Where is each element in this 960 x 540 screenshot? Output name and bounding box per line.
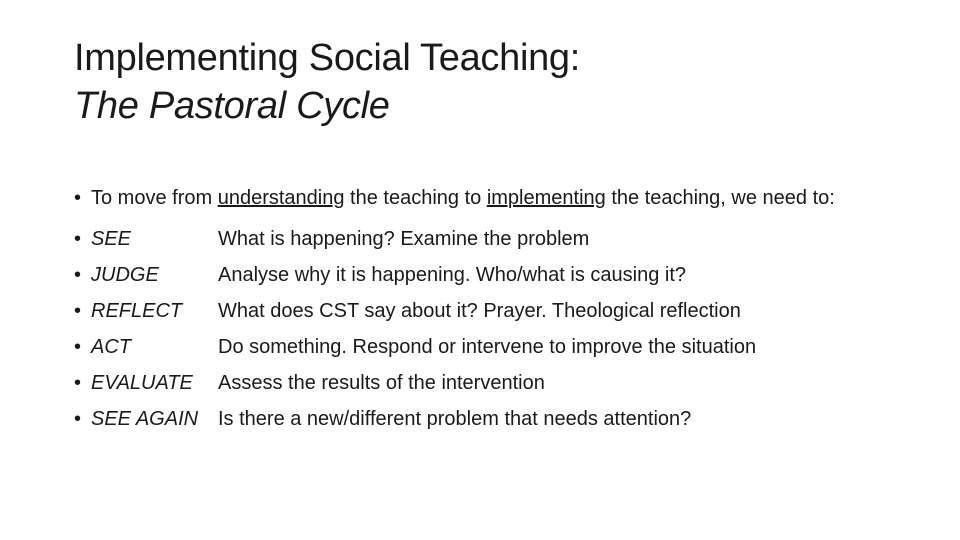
step-description: Analyse why it is happening. Who/what is causing it?	[218, 264, 687, 286]
slide-title	[74, 34, 894, 130]
step-description: Assess the results of the intervention	[218, 372, 545, 394]
step-evaluate	[74, 365, 874, 401]
step-name: ACT	[91, 336, 131, 358]
step-name: REFLECT	[91, 300, 183, 322]
intro-underline-implementing: implementing	[486, 187, 606, 209]
step-description: Do something. Respond or intervene to improve the situation	[218, 336, 757, 358]
step-description: What does CST say about it? Prayer. Theological reflection	[218, 300, 741, 322]
step-name: EVALUATE	[91, 372, 193, 394]
intro-text-2: the teaching to	[344, 187, 487, 209]
step-name: SEE AGAIN	[91, 408, 199, 430]
intro-text-1: To move from	[91, 187, 218, 209]
step-description: Is there a new/different problem that needs attention?	[218, 408, 692, 430]
bullet-icon: •	[74, 228, 82, 250]
intro-underline-understanding: understanding	[217, 187, 345, 209]
bullet-icon: •	[74, 264, 82, 286]
bullet-icon: •	[74, 372, 82, 394]
step-see	[74, 221, 874, 257]
intro-bullet	[74, 186, 874, 211]
title-main: Implementing Social Teaching:	[74, 37, 581, 79]
bullet-icon: •	[74, 187, 82, 209]
step-see-again	[74, 401, 874, 437]
title-subtitle: The Pastoral Cycle	[74, 85, 390, 127]
bullet-icon: •	[74, 408, 82, 430]
step-name: JUDGE	[91, 264, 159, 286]
bullet-icon: •	[74, 300, 82, 322]
step-name: SEE	[91, 228, 132, 250]
step-description: What is happening? Examine the problem	[218, 228, 590, 250]
bullet-list	[74, 186, 874, 437]
bullet-icon: •	[74, 336, 82, 358]
step-act	[74, 329, 874, 365]
step-reflect	[74, 293, 874, 329]
step-judge	[74, 257, 874, 293]
intro-text-3: the teaching, we need to:	[605, 187, 835, 209]
